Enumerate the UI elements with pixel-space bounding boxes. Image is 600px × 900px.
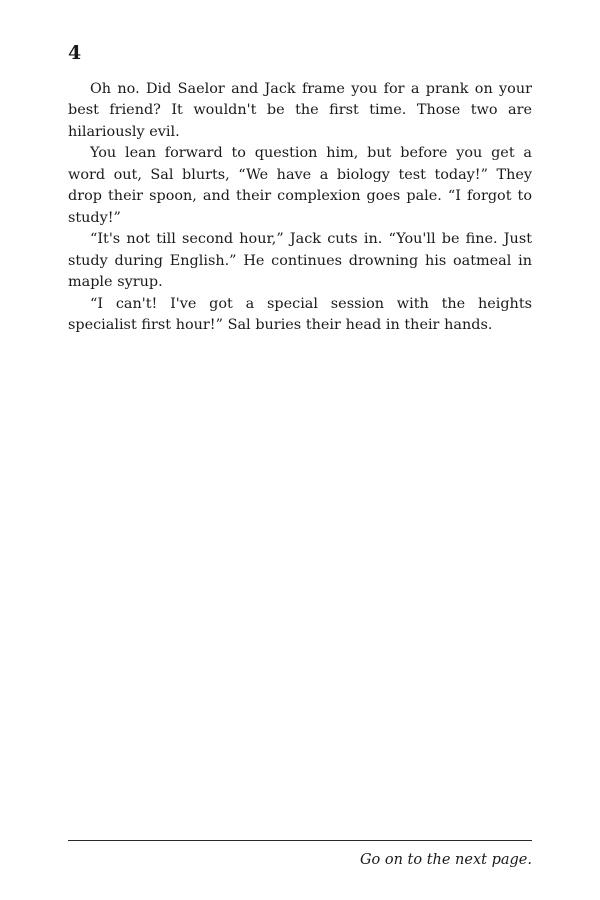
footer-divider [68,840,532,841]
body-paragraph: “I can't! I've got a special session with the heights specialist first hour!” Sal buries their head in their hands. [68,295,532,334]
body-paragraph: You lean forward to question him, but before you get a word out, Sal blurts, “We have a biology test today!” They drop their spoon, and their complexion goes pale. “I forgot to study!” [68,145,532,226]
page-number: 4 [68,42,82,64]
body-paragraph: Oh no. Did Saelor and Jack frame you for a prank on your best friend? It wouldn't be the first time. Those two are hilariously evil. [68,80,532,140]
footer-note: Go on to the next page. [359,852,532,868]
body-paragraph: “It's not till second hour,” Jack cuts in. “You'll be fine. Just study during English.” He continues drowning his oatmeal in maple syrup. [68,231,532,291]
page-content [68,42,532,337]
